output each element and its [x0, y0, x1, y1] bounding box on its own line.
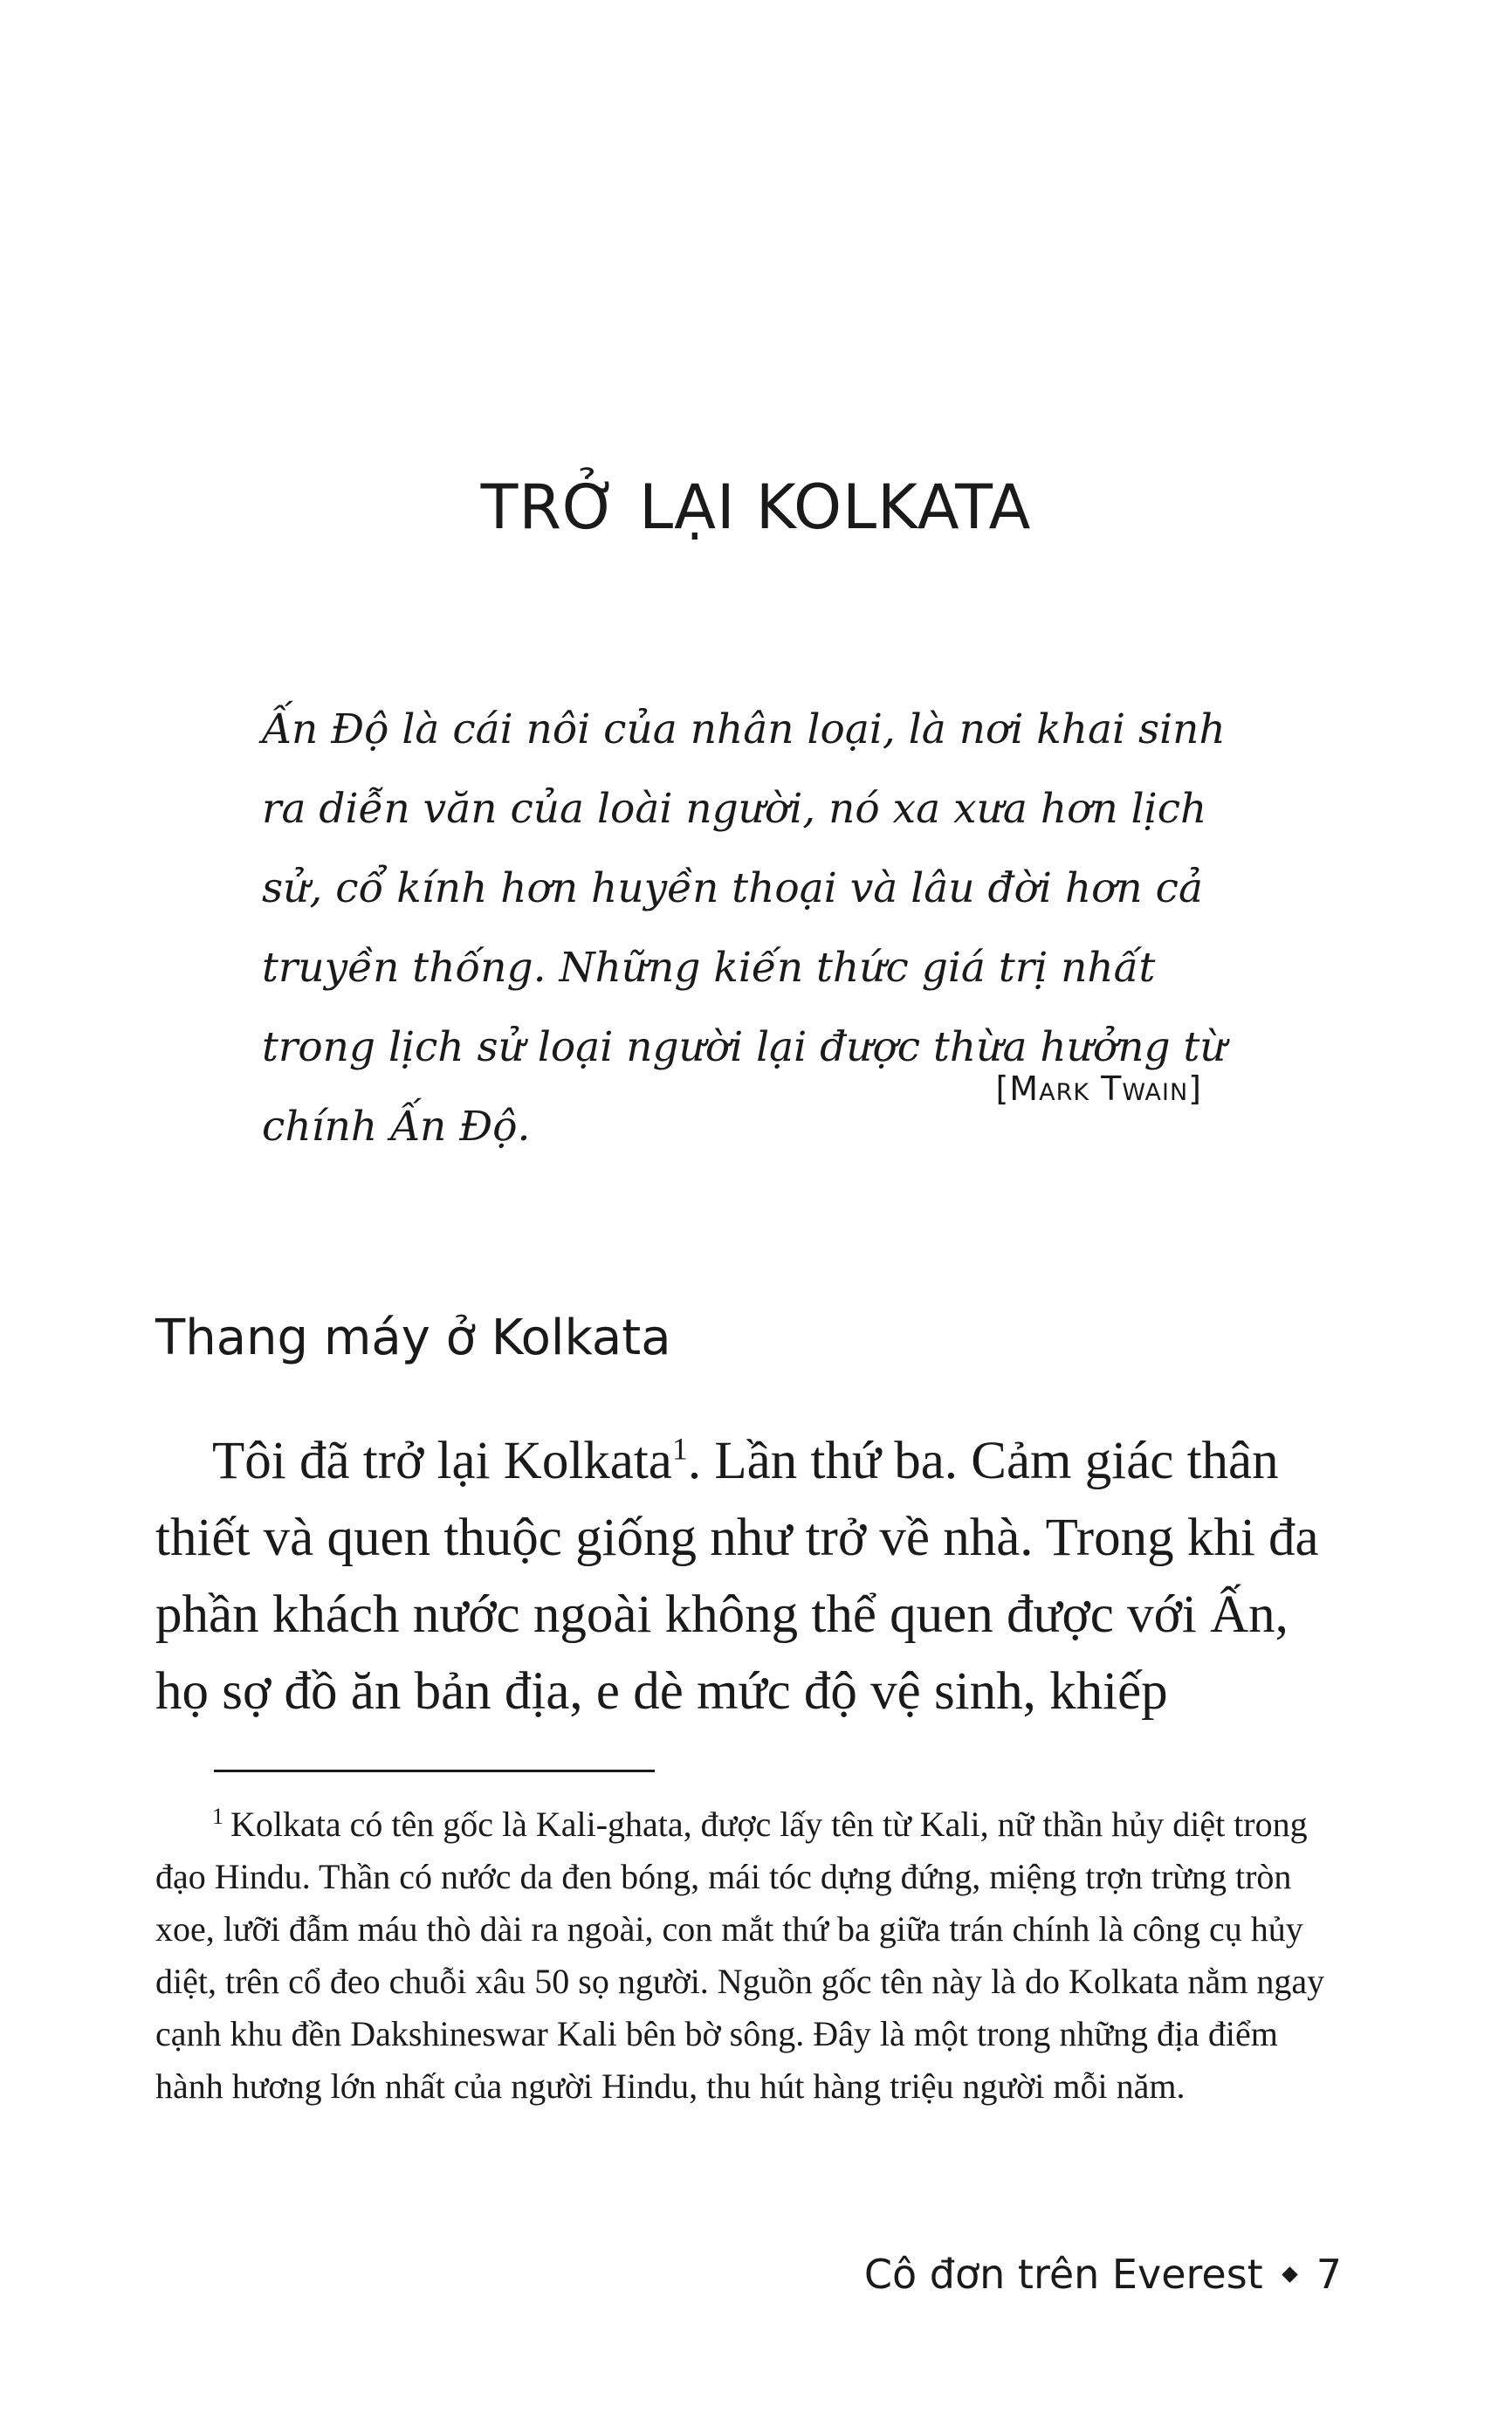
body-text-start: Tôi đã trở lại Kolkata [212, 1432, 672, 1490]
section-heading: Thang máy ở Kolkata [155, 1310, 671, 1366]
footnote-reference[interactable]: 1 [671, 1431, 688, 1467]
epigraph-attribution: [Mark Twain] [995, 1069, 1202, 1108]
running-book-title: Cô đơn trên Everest [863, 2251, 1263, 2298]
footnote-number: 1 [212, 1803, 223, 1829]
epigraph-quote: Ấn Độ là cái nôi của nhân loại, là nơi khai sinh ra diễn văn của loài người, nó xa xưa hơn lịch sử, cổ kính hơn huyền thoại và lâu đời hơn cả truyền thống. Những kiến thức giá trị nhất trong lịch sử loại người lại được thừa hưởng từ chính Ấn Độ. [262, 705, 1227, 1151]
body-text-continued: . Lần thứ ba. Cảm giác thân thiết và quen thuộc giống như trở về nhà. Trong khi đa phần khách nước ngoài không thể quen được với Ấn, họ sợ đồ ăn bản địa, e dè mức độ vệ sinh, khiếp [155, 1432, 1319, 1721]
footnote-divider [214, 1770, 655, 1772]
page-number: 7 [1316, 2251, 1342, 2298]
body-paragraph [155, 1423, 1343, 1730]
footnote [155, 1798, 1343, 2113]
diamond-separator-icon [1282, 2266, 1297, 2282]
footnote-text: Kolkata có tên gốc là Kali-ghata, được lấy tên từ Kali, nữ thần hủy diệt trong đạo Hindu. Thần có nước da đen bóng, mái tóc dựng đứng, miệng trợn trừng tròn xoe, lưỡi đẫm máu thò dài ra ngoài, con mắt thứ ba giữa trán chính là công cụ hủy diệt, trên cổ đeo chuỗi xâu 50 sọ người. Nguồn gốc tên này là do Kolkata nằm ngay cạnh khu đền Dakshineswar Kali bên bờ sông. Đây là một trong những địa điểm hành hương lớn nhất của người Hindu, thu hút hàng triệu người mỗi năm. [155, 1805, 1325, 2106]
page-footer [864, 2251, 1342, 2298]
chapter-title: TRỞ LẠI KOLKATA [480, 471, 1032, 543]
